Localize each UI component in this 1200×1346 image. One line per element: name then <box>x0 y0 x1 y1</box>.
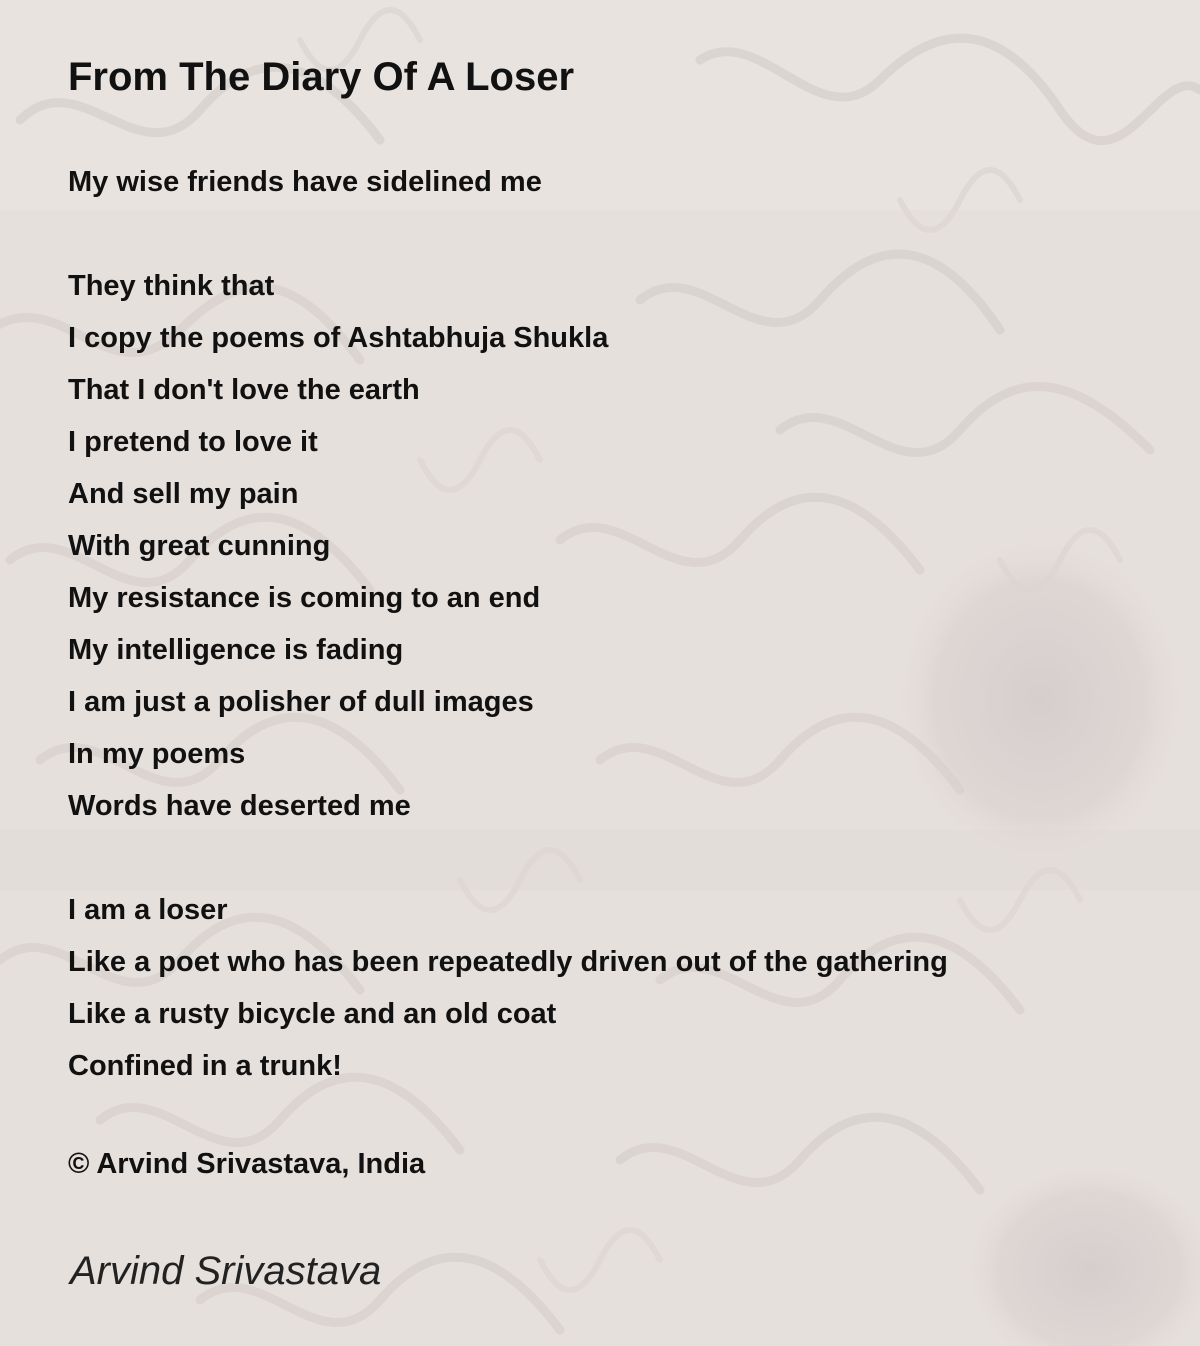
poem-line: I am a loser <box>68 894 228 926</box>
poem-line: In my poems <box>68 738 246 770</box>
author-signature: Arvind Srivastava <box>70 1249 382 1293</box>
poem-line: My wise friends have sidelined me <box>68 166 542 198</box>
poem-line: Confined in a trunk! <box>68 1050 342 1082</box>
poem-line: I pretend to love it <box>68 426 318 458</box>
poem-stanza-break <box>68 208 948 260</box>
poem-stanza-break <box>68 832 948 884</box>
poem-line: I copy the poems of Ashtabhuja Shukla <box>68 322 609 354</box>
poem-line: And sell my pain <box>68 478 299 510</box>
poem-line: They think that <box>68 270 275 302</box>
poem-line: With great cunning <box>68 530 331 562</box>
poem-line: That I don't love the earth <box>68 374 420 406</box>
copyright-notice: © Arvind Srivastava, India <box>68 1148 426 1180</box>
poem-line: Words have deserted me <box>68 790 411 822</box>
poem-line: I am just a polisher of dull images <box>68 686 534 718</box>
poem-title: From The Diary Of A Loser <box>68 55 575 99</box>
poem-body <box>68 156 948 1092</box>
poem-line: Like a poet who has been repeatedly driven out of the gathering <box>68 946 948 978</box>
poem-line: My intelligence is fading <box>68 634 404 666</box>
poem-line: My resistance is coming to an end <box>68 582 541 614</box>
poem-line: Like a rusty bicycle and an old coat <box>68 998 557 1030</box>
